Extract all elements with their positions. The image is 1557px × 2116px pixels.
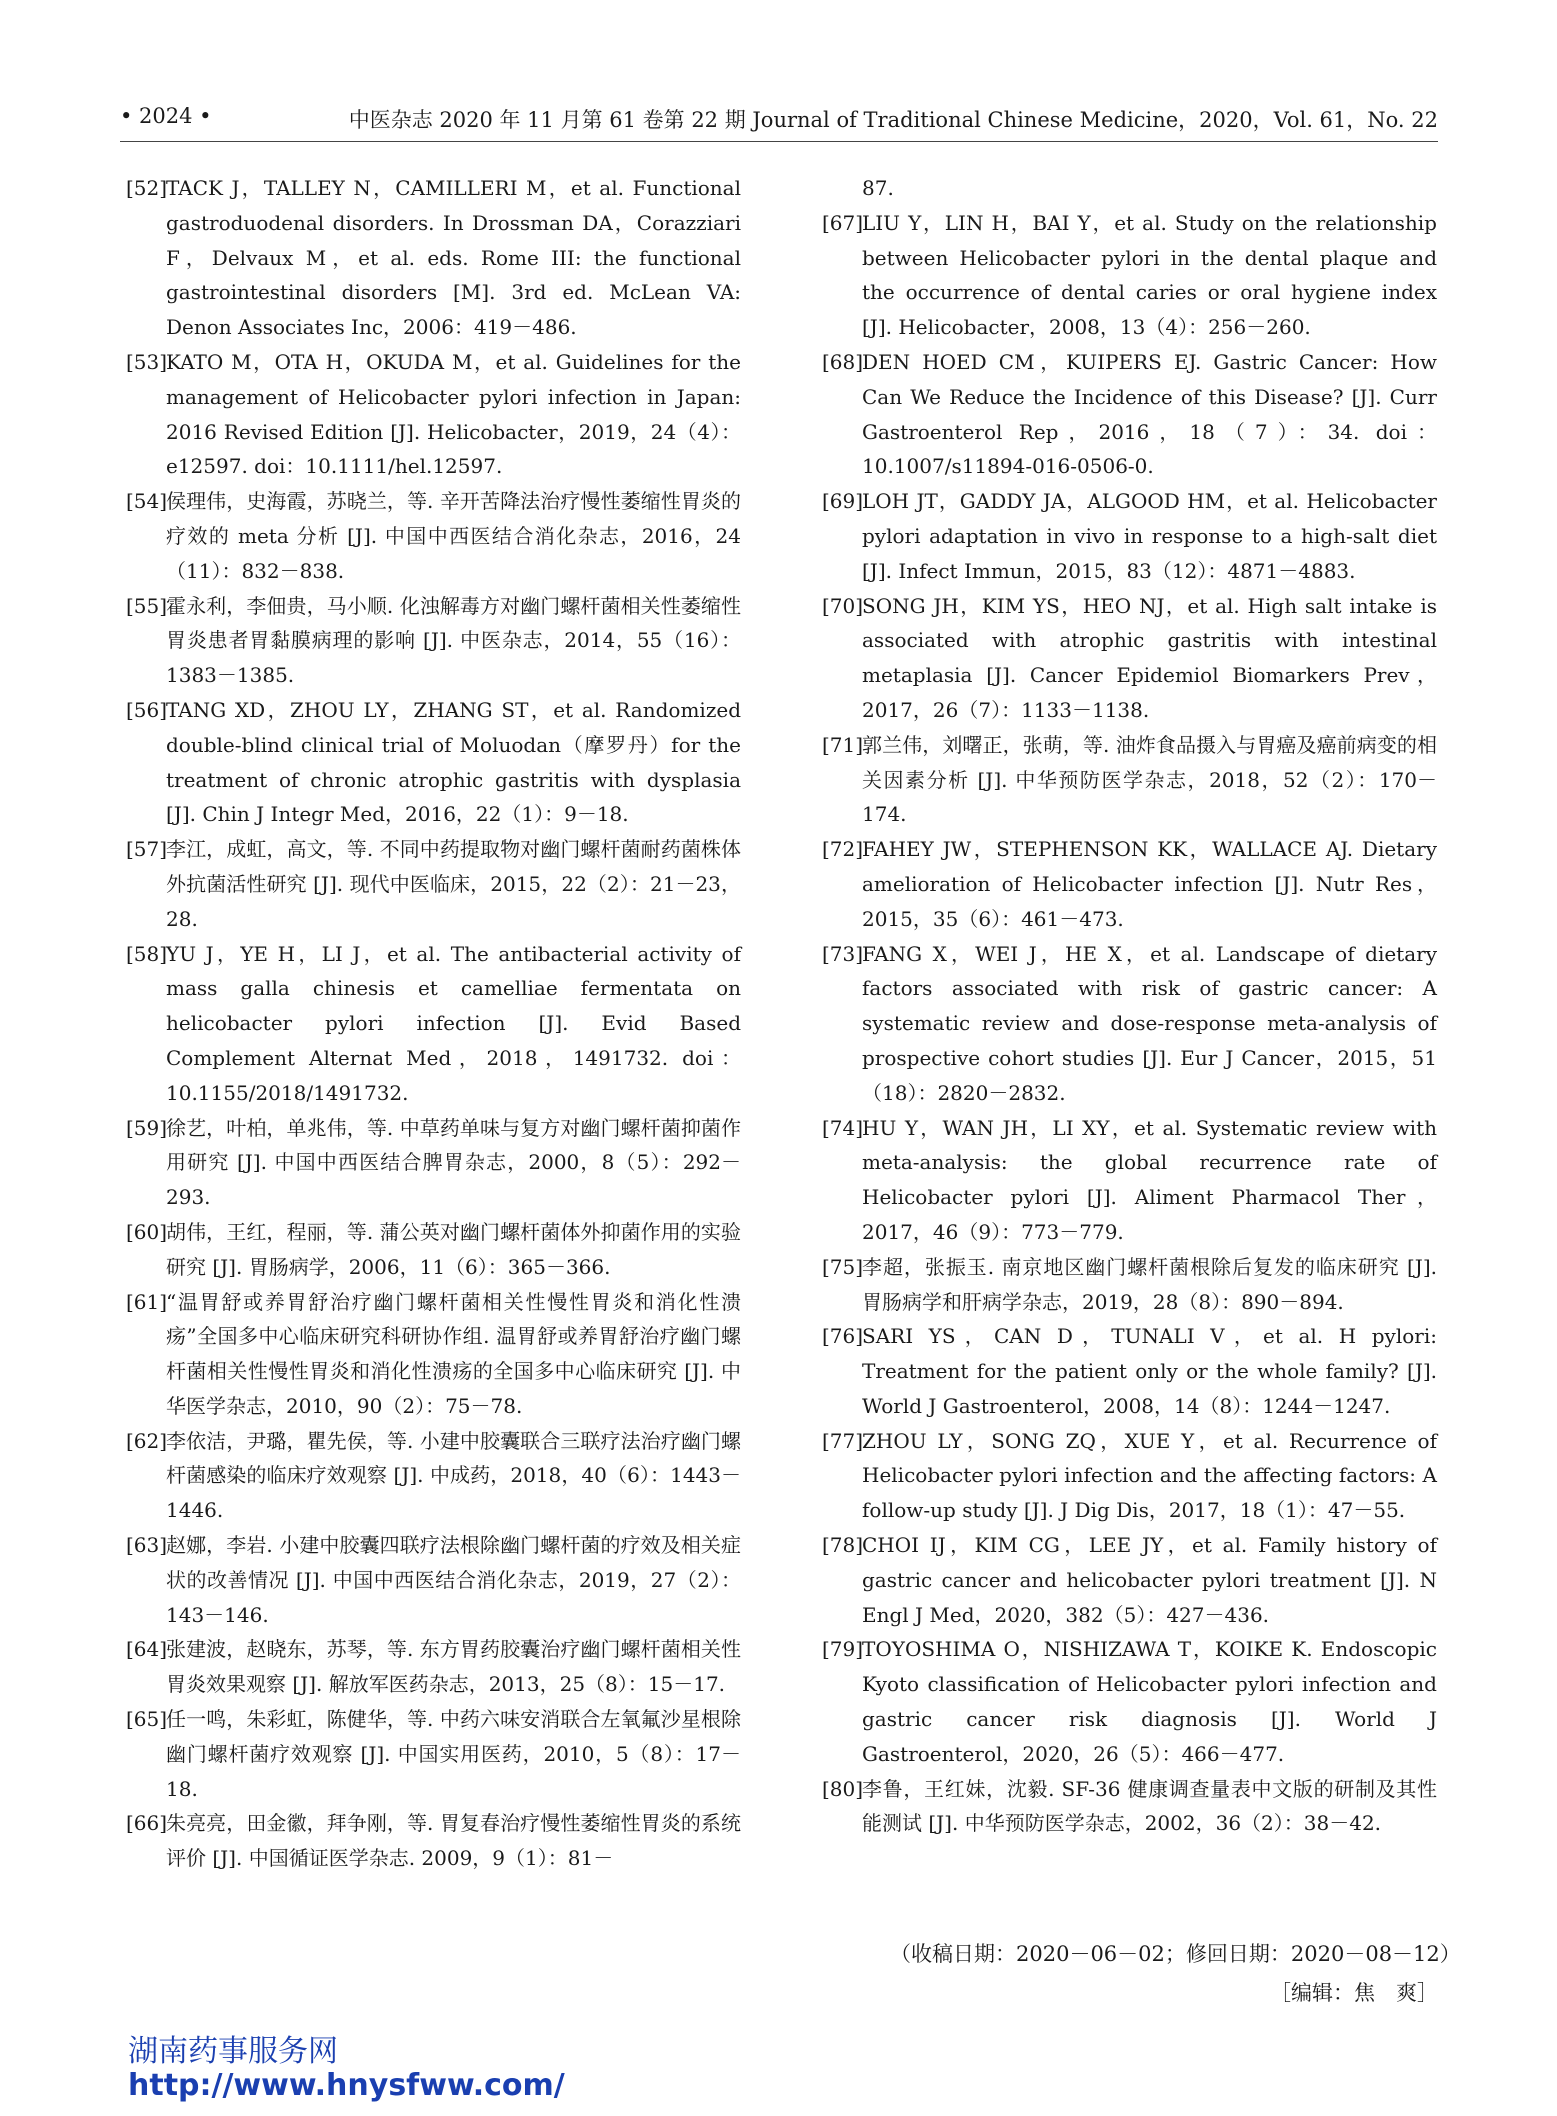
reference-text: 徐艺，叶柏，单兆伟，等. 中草药单味与复方对幽门螺杆菌抑菌作用研究 [J]. 中国中西医结合脾胃杂志，2000，8（5）：292－293. bbox=[166, 1115, 741, 1210]
reference-entry bbox=[822, 484, 1437, 588]
reference-number: [56] bbox=[126, 697, 168, 722]
reference-entry bbox=[822, 589, 1437, 728]
reference-number: [78] bbox=[822, 1533, 864, 1558]
reference-entry bbox=[126, 1285, 741, 1424]
received-revised-dates: （收稿日期：2020－06－02；修回日期：2020－08－12） bbox=[890, 1942, 1461, 1966]
reference-number: [65] bbox=[126, 1707, 168, 1732]
reference-number: [71] bbox=[822, 732, 864, 757]
reference-entry bbox=[126, 1424, 741, 1528]
reference-number: [55] bbox=[126, 593, 168, 618]
reference-text: LIU Y，LIN H，BAI Y，et al. Study on the relationship between Helicobacter pylori in the dental plaque and the occurrence of dental caries or oral hygiene index [J]. Helicobacter，2008，13（4）：256－260. bbox=[862, 210, 1437, 340]
reference-number: [60] bbox=[126, 1219, 168, 1244]
reference-number: [59] bbox=[126, 1115, 168, 1140]
reference-number: [80] bbox=[822, 1776, 864, 1801]
reference-number: [64] bbox=[126, 1637, 168, 1662]
reference-entry bbox=[126, 1215, 741, 1285]
reference-text: SONG JH，KIM YS，HEO NJ，et al. High salt intake is associated with atrophic gastritis with intestinal metaplasia [J]. Cancer Epidemiol Biomarkers Prev，2017，26（7）：1133－1138. bbox=[862, 593, 1437, 722]
reference-number: [58] bbox=[126, 941, 168, 966]
reference-number: [52] bbox=[126, 176, 168, 200]
reference-entry bbox=[822, 1111, 1437, 1250]
reference-text: TACK J，TALLEY N，CAMILLERI M，et al. Functional gastroduodenal disorders. In Drossman DA，Corazziari F，Delvaux M，et al. eds. Rome III: the functional gastrointestinal disorders [M]. 3rd ed. McLean VA: Denon Associates Inc，2006：419－486. bbox=[166, 176, 741, 340]
reference-entry bbox=[822, 1772, 1437, 1842]
reference-text: 任一鸣，朱彩虹，陈健华，等. 中药六味安消联合左氧氟沙星根除幽门螺杆菌疗效观察 [J]. 中国实用医药，2010，5（8）：17－18. bbox=[166, 1707, 741, 1801]
reference-text: HU Y，WAN JH，LI XY，et al. Systematic review with meta-analysis: the global recurrence rate of Helicobacter pylori [J]. Aliment Pharmacol Ther，2017，46（9）：773－779. bbox=[862, 1115, 1437, 1244]
reference-continuation: 87. bbox=[862, 176, 894, 200]
reference-entry bbox=[822, 1250, 1437, 1320]
reference-number: [67] bbox=[822, 210, 864, 235]
watermark-url[interactable]: http://www.hnysfww.com/ bbox=[128, 2068, 565, 2103]
reference-entry bbox=[126, 832, 741, 936]
reference-text: 张建波，赵晓东，苏琴，等. 东方胃药胶囊治疗幽门螺杆菌相关性胃炎效果观察 [J]. 解放军医药杂志，2013，25（8）：15－17. bbox=[166, 1637, 741, 1697]
reference-text: FAHEY JW，STEPHENSON KK，WALLACE AJ. Dietary amelioration of Helicobacter infection [J]. Nutr Res，2015，35（6）：461－473. bbox=[862, 837, 1437, 931]
reference-entry bbox=[822, 1632, 1437, 1771]
running-header bbox=[120, 104, 1438, 144]
reference-text: YU J，YE H，LI J，et al. The antibacterial activity of mass galla chinesis et camelliae fermentata on helicobacter pylori infection [J]. Evid Based Complement Alternat Med，2018，1491732. doi：10.1155/2018/1491732. bbox=[166, 941, 741, 1105]
reference-number: [66] bbox=[126, 1811, 168, 1836]
reference-text: CHOI IJ，KIM CG，LEE JY，et al. Family history of gastric cancer and helicobacter pylori treatment [J]. N Engl J Med，2020，382（5）：427－436. bbox=[862, 1533, 1437, 1627]
reference-text: 胡伟，王红，程丽，等. 蒲公英对幽门螺杆菌体外抑菌作用的实验研究 [J]. 胃肠病学，2006，11（6）：365－366. bbox=[166, 1219, 741, 1279]
journal-title: 中医杂志 2020 年 11 月第 61 卷第 22 期 Journal of Traditional Chinese Medicine，2020，Vol. 61，No. 22 bbox=[348, 108, 1438, 132]
reference-text: 赵娜，李岩. 小建中胶囊四联疗法根除幽门螺杆菌的疗效及相关症状的改善情况 [J]. 中国中西医结合消化杂志，2019，27（2）：143－146. bbox=[166, 1533, 741, 1627]
reference-entry bbox=[822, 1424, 1437, 1528]
reference-number: [79] bbox=[822, 1637, 864, 1662]
reference-text: TOYOSHIMA O，NISHIZAWA T，KOIKE K. Endoscopic Kyoto classification of Helicobacter pylori infection and gastric cancer risk diagnosis [J]. World J Gastroenterol，2020，26（5）：466－477. bbox=[862, 1637, 1437, 1766]
reference-text: FANG X，WEI J，HE X，et al. Landscape of dietary factors associated with risk of gastric cancer: A systematic review and dose-response meta-analysis of prospective cohort studies [J]. Eur J Cancer，2015，51（18）：2820－2832. bbox=[862, 941, 1437, 1105]
reference-text: LOH JT，GADDY JA，ALGOOD HM，et al. Helicobacter pylori adaptation in vivo in response to a high-salt diet [J]. Infect Immun，2015，83（12）：4871－4883. bbox=[862, 489, 1437, 583]
reference-text: ZHOU LY，SONG ZQ，XUE Y，et al. Recurrence of Helicobacter pylori infection and the affecting factors: A follow-up study [J]. J Dig Dis，2017，18（1）：47－55. bbox=[862, 1428, 1437, 1523]
header-rule bbox=[120, 141, 1438, 142]
reference-number: [70] bbox=[822, 593, 864, 618]
reference-entry bbox=[822, 1319, 1437, 1423]
reference-number: [54] bbox=[126, 489, 168, 514]
reference-text: TANG XD，ZHOU LY，ZHANG ST，et al. Randomized double-blind clinical trial of Moluodan（摩罗丹）for the treatment of chronic atrophic gastritis with dysplasia [J]. Chin J Integr Med，2016，22（1）：9－18. bbox=[166, 697, 741, 827]
reference-entry bbox=[126, 1111, 741, 1215]
reference-entry bbox=[822, 937, 1437, 1111]
reference-entry bbox=[126, 693, 741, 832]
reference-entry bbox=[126, 1632, 741, 1702]
reference-number: [63] bbox=[126, 1533, 168, 1558]
references-right-column bbox=[822, 171, 1437, 1841]
watermark-site-name: 湖南药事服务网 bbox=[128, 2034, 338, 2069]
reference-entry bbox=[126, 345, 741, 484]
reference-number: [72] bbox=[822, 837, 864, 862]
reference-number: [77] bbox=[822, 1428, 864, 1453]
reference-text: KATO M，OTA H，OKUDA M，et al. Guidelines for the management of Helicobacter pylori infection in Japan: 2016 Revised Edition [J]. Helicobacter，2019，24（4）：e12597. doi：10.1111/hel.12597. bbox=[166, 349, 741, 479]
reference-entry bbox=[822, 1528, 1437, 1632]
reference-text: 郭兰伟，刘曙正，张萌，等. 油炸食品摄入与胃癌及癌前病变的相关因素分析 [J]. 中华预防医学杂志，2018，52（2）：170－174. bbox=[862, 732, 1437, 827]
reference-text: 李依洁，尹璐，瞿先侯，等. 小建中胶囊联合三联疗法治疗幽门螺杆菌感染的临床疗效观察 [J]. 中成药，2018，40（6）：1443－1446. bbox=[166, 1428, 741, 1523]
reference-number: [61] bbox=[126, 1289, 168, 1314]
reference-number: [57] bbox=[126, 837, 168, 862]
reference-entry bbox=[822, 832, 1437, 936]
reference-entry bbox=[126, 1528, 741, 1632]
reference-entry bbox=[822, 206, 1437, 345]
reference-number: [68] bbox=[822, 349, 864, 374]
reference-number: [74] bbox=[822, 1115, 864, 1140]
reference-number: [69] bbox=[822, 489, 864, 514]
reference-entry bbox=[822, 345, 1437, 484]
reference-text: SARI YS，CAN D，TUNALI V，et al. H pylori: Treatment for the patient only or the whole family? [J]. World J Gastroenterol，2008，14（8）：1244－1247. bbox=[862, 1324, 1437, 1418]
reference-number: [76] bbox=[822, 1324, 864, 1349]
reference-number: [73] bbox=[822, 941, 864, 966]
reference-entry bbox=[126, 1806, 741, 1876]
reference-text: DEN HOED CM，KUIPERS EJ. Gastric Cancer: How Can We Reduce the Incidence of this Disease? [J]. Curr Gastroenterol Rep，2016，18（7）：34. doi：10.1007/s11894-016-0506-0. bbox=[862, 349, 1437, 479]
reference-text: 侯理伟，史海霞，苏晓兰，等. 辛开苦降法治疗慢性萎缩性胃炎的疗效的 meta 分析 [J]. 中国中西医结合消化杂志，2016，24（11）：832－838. bbox=[166, 489, 741, 583]
reference-text: 李江，成虹，高文，等. 不同中药提取物对幽门螺杆菌耐药菌株体外抗菌活性研究 [J]. 现代中医临床，2015，22（2）：21－23，28. bbox=[166, 837, 741, 931]
reference-text: “温胃舒或养胃舒治疗幽门螺杆菌相关性慢性胃炎和消化性溃疡”全国多中心临床研究科研协作组. 温胃舒或养胃舒治疗幽门螺杆菌相关性慢性胃炎和消化性溃疡的全国多中心临床研究 [J]. 中华医学杂志，2010，90（2）：75－78. bbox=[166, 1289, 741, 1418]
references-left-column bbox=[126, 171, 741, 1876]
reference-number: [53] bbox=[126, 349, 168, 374]
reference-number: [75] bbox=[822, 1254, 864, 1279]
reference-entry bbox=[126, 937, 741, 1111]
editor-credit: ［编辑：焦 爽］ bbox=[1270, 1981, 1438, 2005]
reference-text: 朱亮亮，田金徽，拜争刚，等. 胃复春治疗慢性萎缩性胃炎的系统评价 [J]. 中国循证医学杂志. 2009，9（1）：81－ bbox=[166, 1811, 741, 1871]
reference-entry bbox=[126, 171, 741, 345]
page-number: • 2024 • bbox=[120, 104, 212, 128]
reference-entry bbox=[822, 728, 1437, 832]
reference-entry bbox=[126, 484, 741, 588]
reference-text: 李超，张振玉. 南京地区幽门螺杆菌根除后复发的临床研究 [J]. 胃肠病学和肝病学杂志，2019，28（8）：890－894. bbox=[862, 1254, 1437, 1314]
reference-text: 霍永利，李佃贵，马小顺. 化浊解毒方对幽门螺杆菌相关性萎缩性胃炎患者胃黏膜病理的影响 [J]. 中医杂志，2014，55（16）：1383－1385. bbox=[166, 593, 741, 688]
reference-entry bbox=[126, 589, 741, 693]
reference-entry bbox=[126, 1702, 741, 1806]
reference-text: 李鲁，王红妹，沈毅. SF-36 健康调查量表中文版的研制及其性能测试 [J]. 中华预防医学杂志，2002，36（2）：38－42. bbox=[862, 1776, 1437, 1836]
reference-number: [62] bbox=[126, 1428, 168, 1453]
